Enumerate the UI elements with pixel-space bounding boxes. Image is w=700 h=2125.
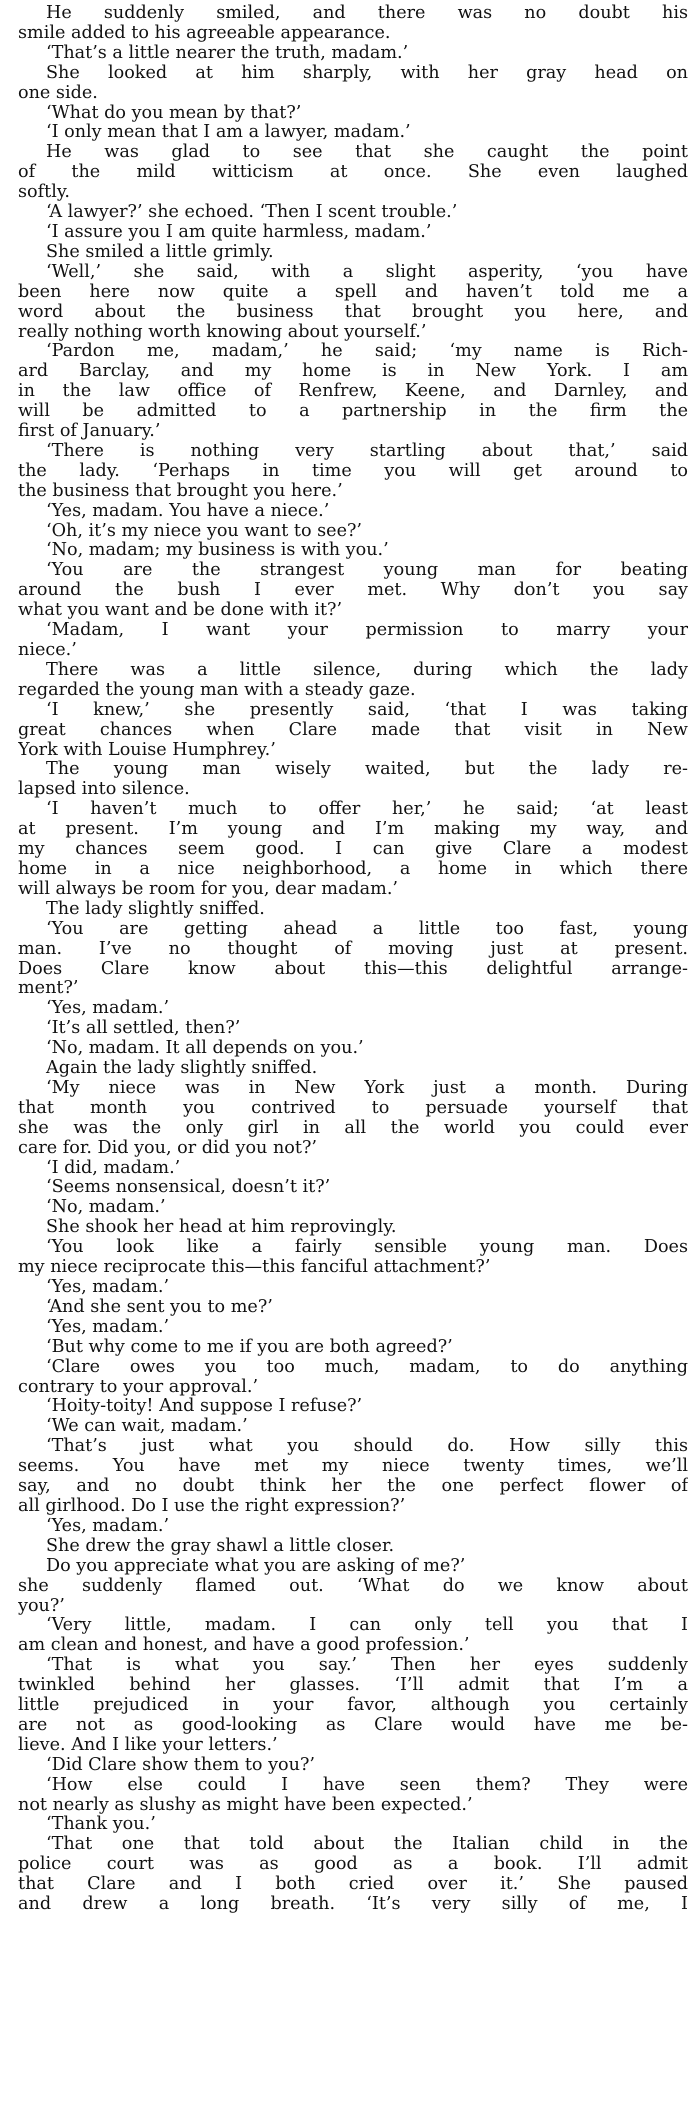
- text-line: of the mild witticism at once. She even laughed: [18, 163, 688, 183]
- text-line: she was the only girl in all the world you could ever: [18, 1118, 688, 1138]
- text-line: the business that brought you here.’: [18, 481, 343, 501]
- text-line: ‘Pardon me, madam,’ he said; ‘my name is Rich-: [46, 342, 688, 362]
- text-line: ‘I assure you I am quite harmless, madam.’: [46, 222, 432, 242]
- text-line: ‘Seems nonsensical, doesn’t it?’: [46, 1178, 331, 1198]
- text-line: ard Barclay, and my home is in New York. I am: [18, 362, 688, 382]
- text-line: ‘Very little, madam. I can only tell you that I: [46, 1616, 688, 1636]
- text-line: say, and no doubt think her the one perfect flower of: [18, 1477, 688, 1497]
- text-line: ‘What do you mean by that?’: [46, 103, 302, 123]
- text-line: around the bush I ever met. Why don’t you say: [18, 581, 688, 601]
- text-line: York with Louise Humphrey.’: [18, 740, 276, 760]
- text-line: ‘That’s just what you should do. How silly this: [46, 1437, 688, 1457]
- text-line: ‘And she sent you to me?’: [46, 1297, 273, 1317]
- text-line: ‘You are the strangest young man for beating: [46, 561, 688, 581]
- text-line: ‘There is nothing very startling about that,’ said: [46, 441, 688, 461]
- text-line: what you want and be done with it?’: [18, 601, 343, 621]
- text-line: ‘Yes, madam.’: [46, 1317, 170, 1337]
- text-line: lieve. And I like your letters.’: [18, 1735, 278, 1755]
- text-line: ‘No, madam.’: [46, 1198, 166, 1218]
- text-line: ‘Yes, madam.’: [46, 999, 170, 1019]
- text-line: man. I’ve no thought of moving just at present.: [18, 939, 688, 959]
- text-line: Does Clare know about this—this delightful arrange-: [18, 959, 688, 979]
- text-line: She looked at him sharply, with her gray head on: [46, 63, 688, 83]
- text-line: There was a little silence, during which the lady: [46, 660, 688, 680]
- text-line: seems. You have met my niece twenty times, we’ll: [18, 1457, 688, 1477]
- text-line: The lady slightly sniffed.: [46, 899, 265, 919]
- text-line: He suddenly smiled, and there was no doubt his: [46, 4, 688, 23]
- text-line: niece.’: [18, 641, 77, 660]
- text-line: at present. I’m young and I’m making my way, and: [18, 820, 688, 840]
- text-line: ‘That’s a little nearer the truth, madam.’: [46, 43, 409, 63]
- text-line: not nearly as slushy as might have been expected.’: [18, 1795, 473, 1815]
- text-line: ‘Did Clare show them to you?’: [46, 1755, 316, 1775]
- text-line: smile added to his agreeable appearance.: [18, 23, 391, 43]
- text-line: ‘That is what you say.’ Then her eyes suddenly: [46, 1656, 688, 1676]
- text-line: ‘Yes, madam.’: [46, 1516, 170, 1536]
- text-line: my niece reciprocate this—this fanciful attachment?’: [18, 1258, 491, 1278]
- text-line: ‘I knew,’ she presently said, ‘that I was taking: [46, 700, 688, 720]
- text-line: great chances when Clare made that visit in New: [18, 720, 688, 740]
- text-line: ‘No, madam. It all depends on you.’: [46, 1039, 364, 1059]
- text-line: She shook her head at him reprovingly.: [46, 1218, 397, 1238]
- text-line: are not as good-looking as Clare would have me be-: [18, 1715, 688, 1735]
- text-line: ‘You look like a fairly sensible young man. Does: [46, 1238, 688, 1258]
- text-line: ‘You are getting ahead a little too fast, young: [46, 919, 688, 939]
- text-line: The young man wisely waited, but the lady re-: [46, 760, 688, 780]
- text-line: all girlhood. Do I use the right expression?’: [18, 1496, 406, 1516]
- text-line: ‘I haven’t much to offer her,’ he said; ‘at least: [46, 800, 688, 820]
- text-line: ‘I did, madam.’: [46, 1158, 181, 1178]
- text-line: ‘But why come to me if you are both agreed?’: [46, 1337, 453, 1357]
- text-line: ‘Hoity-toity! And suppose I refuse?’: [46, 1397, 363, 1417]
- text-line: care for. Did you, or did you not?’: [18, 1138, 317, 1158]
- text-line: She drew the gray shawl a little closer.: [46, 1536, 395, 1556]
- text-line: ‘That one that told about the Italian child in the: [46, 1835, 688, 1855]
- text-line: ‘Well,’ she said, with a slight asperity, ‘you have: [46, 262, 688, 282]
- text-line: will always be room for you, dear madam.’: [18, 879, 399, 899]
- text-line: she suddenly flamed out. ‘What do we know about: [18, 1576, 688, 1596]
- text-line: lapsed into silence.: [18, 780, 190, 800]
- text-line: twinkled behind her glasses. ‘I’ll admit that I’m a: [18, 1676, 688, 1696]
- text-line: ‘Yes, madam.’: [46, 1278, 170, 1297]
- text-line: the lady. ‘Perhaps in time you will get around to: [18, 461, 688, 481]
- text-line: Again the lady slightly sniffed.: [46, 1059, 318, 1079]
- text-line: ‘It’s all settled, then?’: [46, 1019, 241, 1039]
- text-line: really nothing worth knowing about yourself.’: [18, 322, 427, 342]
- text-line: little prejudiced in your favor, although you certainly: [18, 1696, 688, 1716]
- text-line: ‘Oh, it’s my niece you want to see?’: [46, 521, 363, 541]
- text-line: She smiled a little grimly.: [46, 242, 274, 262]
- text-line: word about the business that brought you here, and: [18, 302, 688, 322]
- text-line: ment?’: [18, 979, 79, 999]
- text-line: you?’: [18, 1596, 65, 1616]
- text-line: my chances seem good. I can give Clare a modest: [18, 840, 688, 860]
- text-line: in the law office of Renfrew, Keene, and Darnley, and: [18, 382, 688, 402]
- text-line: ‘A lawyer?’ she echoed. ‘Then I scent trouble.’: [46, 203, 458, 223]
- text-line: softly.: [18, 183, 71, 203]
- text-line: ‘We can wait, madam.’: [46, 1417, 248, 1437]
- text-line: will be admitted to a partnership in the firm the: [18, 402, 688, 422]
- text-line: one side.: [18, 83, 98, 103]
- text-line: ‘Yes, madam. You have a niece.’: [46, 501, 330, 521]
- text-line: police court was as good as a book. I’ll admit: [18, 1855, 688, 1875]
- text-line: Do you appreciate what you are asking of me?’: [46, 1556, 466, 1576]
- text-line: ‘No, madam; my business is with you.’: [46, 541, 389, 561]
- text-line: been here now quite a spell and haven’t told me a: [18, 282, 688, 302]
- text-line: that month you contrived to persuade yourself that: [18, 1098, 688, 1118]
- text-line: ‘Clare owes you too much, madam, to do anything: [46, 1357, 688, 1377]
- text-line: am clean and honest, and have a good profession.’: [18, 1636, 470, 1656]
- text-line: contrary to your approval.’: [18, 1377, 259, 1397]
- text-line: first of January.’: [18, 422, 161, 442]
- text-line: ‘Thank you.’: [46, 1815, 156, 1835]
- text-line: regarded the young man with a steady gaze.: [18, 680, 416, 700]
- text-line: that Clare and I both cried over it.’ She paused: [18, 1875, 688, 1895]
- text-line: home in a nice neighborhood, a home in which there: [18, 859, 688, 879]
- text-line: ‘I only mean that I am a lawyer, madam.’: [46, 123, 411, 143]
- text-line: He was glad to see that she caught the point: [46, 143, 688, 163]
- text-line: ‘How else could I have seen them? They were: [46, 1775, 688, 1795]
- text-line: and drew a long breath. ‘It’s very silly of me, I: [18, 1895, 688, 1915]
- text-line: ‘My niece was in New York just a month. During: [46, 1078, 688, 1098]
- text-line: ‘Madam, I want your permission to marry your: [46, 621, 688, 641]
